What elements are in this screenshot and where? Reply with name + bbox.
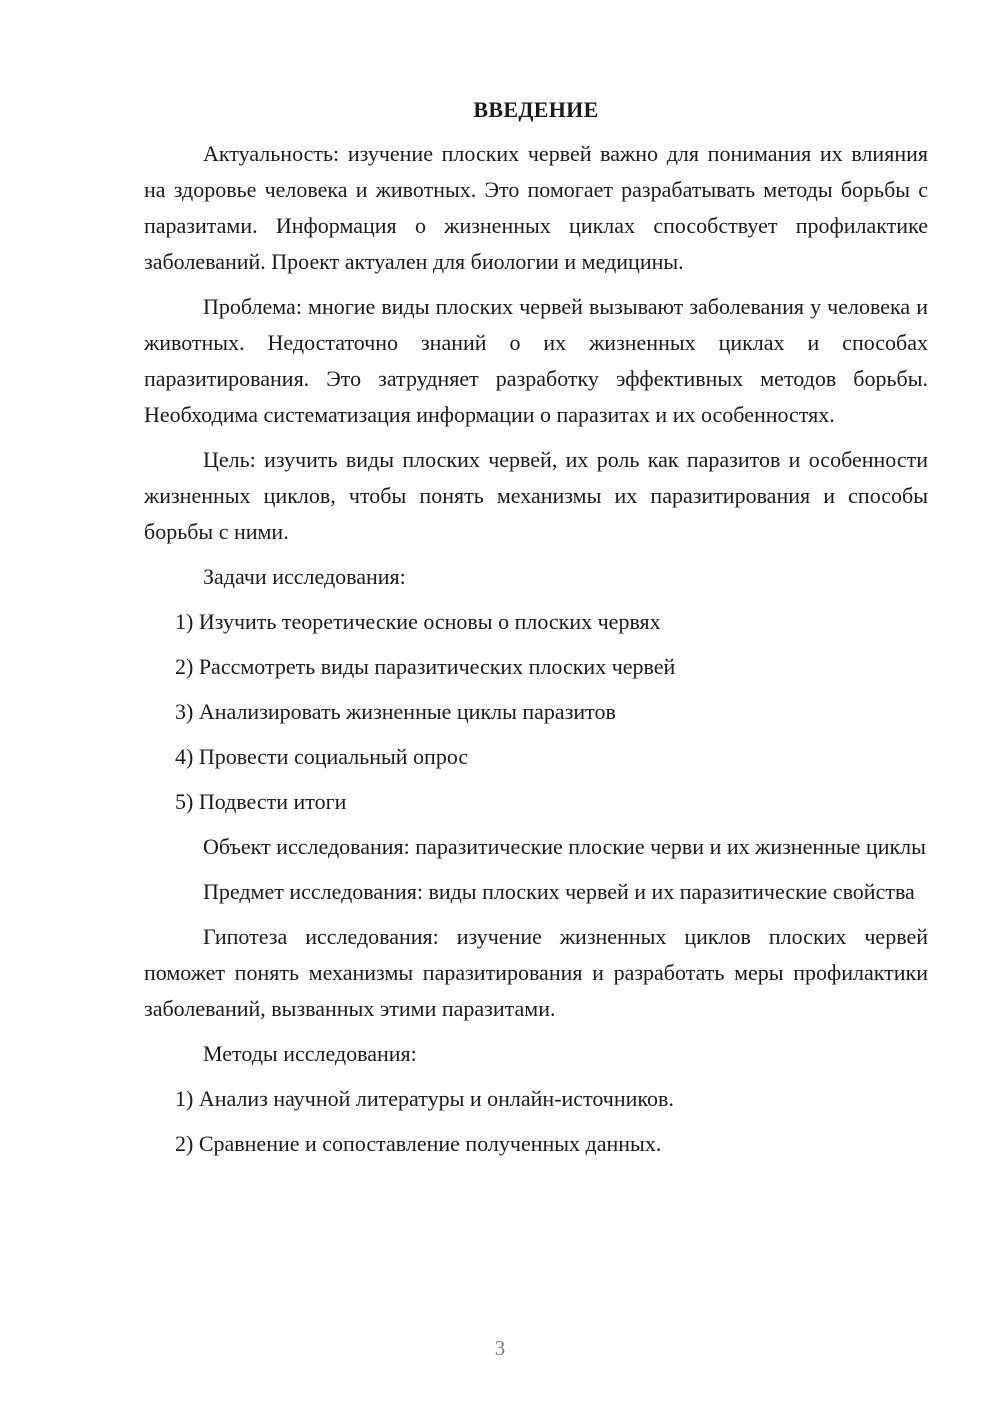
goal-paragraph: Цель: изучить виды плоских червей, их роль как паразитов и особенности жизненных циклов, чтобы понять механизмы их паразитирования и способы борьбы с ними. <box>144 447 928 544</box>
tasks-list <box>144 604 928 820</box>
object-paragraph: Объект исследования: паразитические плоские черви и их жизненные циклы <box>203 834 926 859</box>
methods-list <box>144 1081 928 1162</box>
list-item: 2) Сравнение и сопоставление полученных данных. <box>175 1131 662 1156</box>
problem-paragraph: Проблема: многие виды плоских червей вызывают заболевания у человека и животных. Недостаточно знаний о их жизненных циклах и способах паразитирования. Это затрудняет разработку эффективных методов борьбы. Необходима систематизация информации о паразитах и их особенностях. <box>144 294 928 427</box>
list-item: 1) Изучить теоретические основы о плоских червях <box>175 609 661 634</box>
section-heading: ВВЕДЕНИЕ <box>473 97 599 122</box>
page-number: 3 <box>494 1336 506 1360</box>
methods-label: Методы исследования: <box>203 1041 417 1066</box>
relevance-paragraph: Актуальность: изучение плоских червей важно для понимания их влияния на здоровье человека и животных. Это помогает разрабатывать методы борьбы с паразитами. Информация о жизненных циклах способствует профилактике заболеваний. Проект актуален для биологии и медицины. <box>144 141 928 274</box>
page-content <box>144 94 928 1171</box>
hypothesis-paragraph: Гипотеза исследования: изучение жизненных циклов плоских червей поможет понять механизмы паразитирования и разработать меры профилактики заболеваний, вызванных этими паразитами. <box>144 924 928 1021</box>
list-item: 1) Анализ научной литературы и онлайн-источников. <box>175 1086 674 1111</box>
subject-paragraph: Предмет исследования: виды плоских червей и их паразитические свойства <box>203 879 915 904</box>
tasks-label: Задачи исследования: <box>203 564 406 589</box>
list-item: 2) Рассмотреть виды паразитических плоских червей <box>175 654 676 679</box>
list-item: 5) Подвести итоги <box>175 789 347 814</box>
list-item: 3) Анализировать жизненные циклы паразитов <box>175 699 616 724</box>
list-item: 4) Провести социальный опрос <box>175 744 469 769</box>
